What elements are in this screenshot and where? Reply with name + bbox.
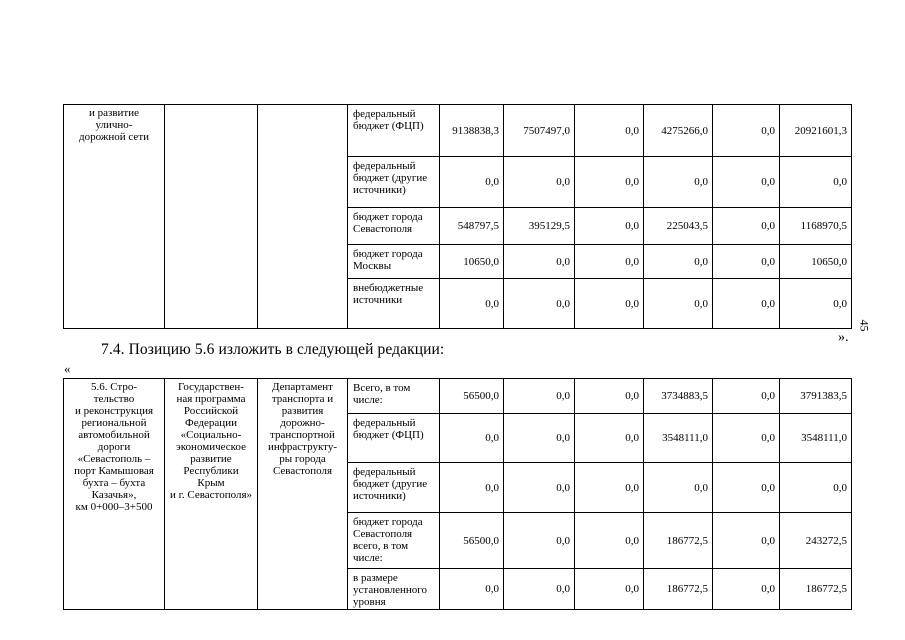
value-cell: 0,0 <box>575 414 644 463</box>
value-cell: 0,0 <box>713 245 780 279</box>
value-cell: 0,0 <box>644 279 713 329</box>
value-cell: 186772,5 <box>780 569 852 610</box>
value-cell: 0,0 <box>644 157 713 208</box>
value-cell: 0,0 <box>504 279 575 329</box>
value-cell: 0,0 <box>440 414 504 463</box>
row-label: бюджет города Севастополя всего, в том числе: <box>348 513 440 569</box>
row-label: федеральный бюджет (другие источники) <box>348 463 440 513</box>
value-cell: 0,0 <box>644 245 713 279</box>
value-cell: 0,0 <box>575 105 644 157</box>
value-cell: 0,0 <box>713 279 780 329</box>
row-label: федеральный бюджет (другие источники) <box>348 157 440 208</box>
value-cell: 186772,5 <box>644 513 713 569</box>
value-cell: 3548111,0 <box>780 414 852 463</box>
executor-cell <box>258 105 348 329</box>
executor-cell: Департамент транспорта и развития дорожно- транспортной инфраструкту- ры города Севастополя <box>258 379 348 610</box>
row-label: внебюджетные источники <box>348 279 440 329</box>
value-cell: 0,0 <box>780 463 852 513</box>
budget-table-position-5-6 <box>63 378 852 610</box>
value-cell: 0,0 <box>440 463 504 513</box>
value-cell: 1168970,5 <box>780 208 852 245</box>
value-cell: 0,0 <box>713 105 780 157</box>
value-cell: 56500,0 <box>440 379 504 414</box>
value-cell: 0,0 <box>780 157 852 208</box>
value-cell: 7507497,0 <box>504 105 575 157</box>
row-label: федеральный бюджет (ФЦП) <box>348 105 440 157</box>
measure-name-cell: и развитие улично- дорожной сети <box>64 105 165 329</box>
value-cell: 0,0 <box>504 379 575 414</box>
section-heading: 7.4. Позицию 5.6 изложить в следующей редакции: <box>101 341 445 358</box>
value-cell: 10650,0 <box>780 245 852 279</box>
page-number: 45 <box>857 319 872 332</box>
table-row <box>64 379 852 414</box>
measure-name-cell: 5.6. Стро- тельство и реконструкция региональной автомобильной дороги «Севастополь – порт Камышовая бухта – бухта Казачья», км 0+000–3+500 <box>64 379 165 610</box>
value-cell: 0,0 <box>504 463 575 513</box>
value-cell: 20921601,3 <box>780 105 852 157</box>
row-label: бюджет города Севастополя <box>348 208 440 245</box>
closing-quote: ». <box>838 330 849 345</box>
value-cell: 0,0 <box>575 157 644 208</box>
row-label: бюджет города Москвы <box>348 245 440 279</box>
value-cell: 0,0 <box>575 279 644 329</box>
value-cell: 0,0 <box>440 157 504 208</box>
value-cell: 9138838,3 <box>440 105 504 157</box>
value-cell: 0,0 <box>713 569 780 610</box>
row-label: федеральный бюджет (ФЦП) <box>348 414 440 463</box>
row-label: Всего, в том числе: <box>348 379 440 414</box>
value-cell: 0,0 <box>504 513 575 569</box>
value-cell: 0,0 <box>504 157 575 208</box>
value-cell: 3791383,5 <box>780 379 852 414</box>
value-cell: 56500,0 <box>440 513 504 569</box>
value-cell: 0,0 <box>713 414 780 463</box>
value-cell: 0,0 <box>504 569 575 610</box>
value-cell: 3548111,0 <box>644 414 713 463</box>
value-cell: 0,0 <box>575 379 644 414</box>
value-cell: 0,0 <box>575 513 644 569</box>
value-cell: 186772,5 <box>644 569 713 610</box>
value-cell: 0,0 <box>713 208 780 245</box>
value-cell: 0,0 <box>440 279 504 329</box>
value-cell: 0,0 <box>575 463 644 513</box>
value-cell: 0,0 <box>575 208 644 245</box>
value-cell: 395129,5 <box>504 208 575 245</box>
value-cell: 0,0 <box>504 414 575 463</box>
value-cell: 225043,5 <box>644 208 713 245</box>
value-cell: 0,0 <box>713 379 780 414</box>
value-cell: 0,0 <box>780 279 852 329</box>
value-cell: 0,0 <box>713 157 780 208</box>
value-cell: 0,0 <box>440 569 504 610</box>
row-label: в размере установленного уровня <box>348 569 440 610</box>
value-cell: 243272,5 <box>780 513 852 569</box>
value-cell: 0,0 <box>575 245 644 279</box>
value-cell: 10650,0 <box>440 245 504 279</box>
value-cell: 548797,5 <box>440 208 504 245</box>
budget-table-continued <box>63 104 852 329</box>
program-cell: Государствен- ная программа Российской Федерации «Социально- экономическое развитие Республики Крым и г. Севастополя» <box>165 379 258 610</box>
value-cell: 4275266,0 <box>644 105 713 157</box>
program-cell <box>165 105 258 329</box>
value-cell: 0,0 <box>713 463 780 513</box>
opening-quote: « <box>64 361 71 376</box>
value-cell: 0,0 <box>575 569 644 610</box>
value-cell: 0,0 <box>644 463 713 513</box>
value-cell: 0,0 <box>713 513 780 569</box>
value-cell: 3734883,5 <box>644 379 713 414</box>
value-cell: 0,0 <box>504 245 575 279</box>
table-row <box>64 105 852 157</box>
